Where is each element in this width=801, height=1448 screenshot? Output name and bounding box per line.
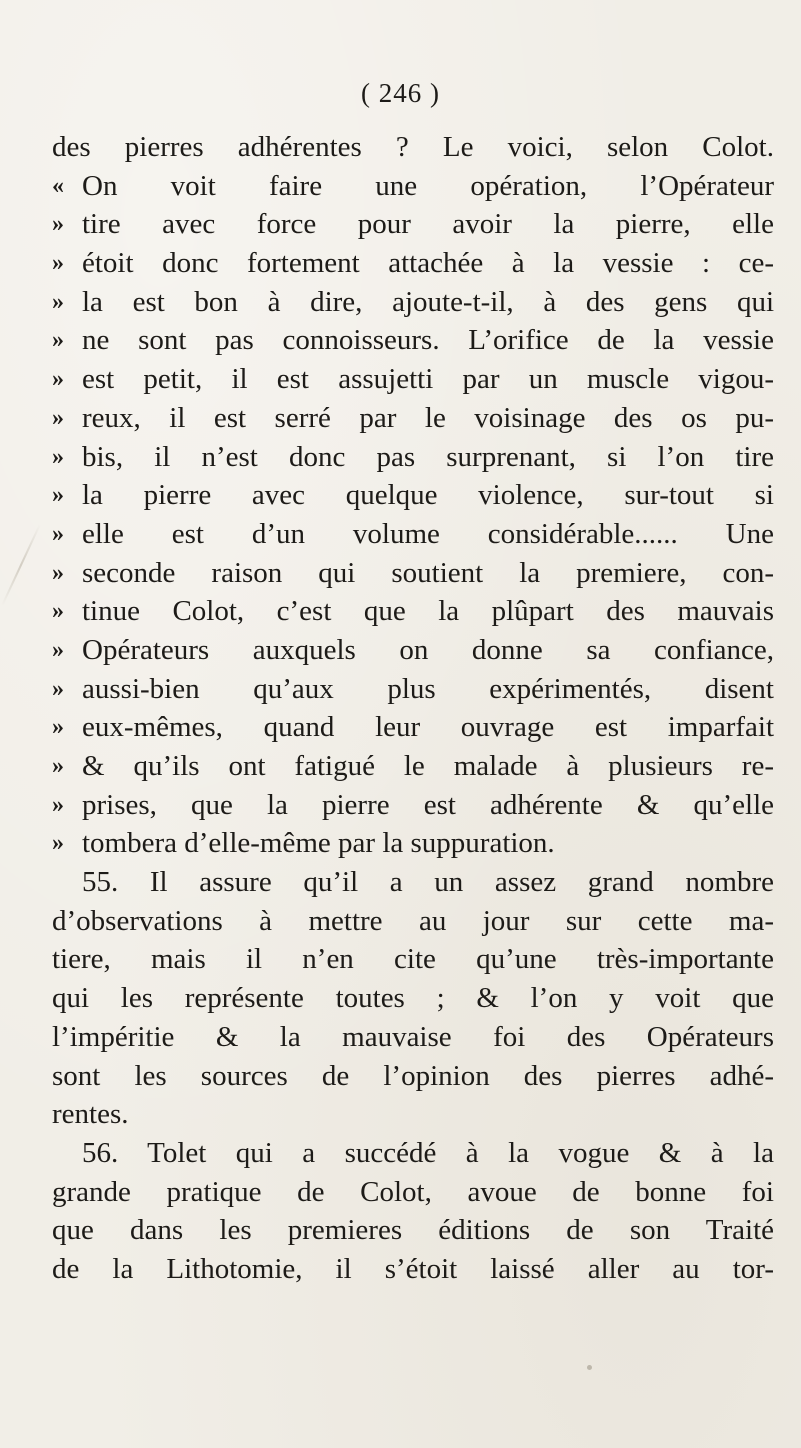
text-line: sont les sources de l’opinion des pierres adhé- bbox=[52, 1059, 774, 1092]
quote-mark: » bbox=[52, 520, 64, 547]
text-line: que dans les premieres éditions de son Traité bbox=[52, 1214, 774, 1247]
quote-mark: » bbox=[52, 636, 64, 663]
quote-mark: « bbox=[52, 172, 64, 199]
quote-mark: » bbox=[52, 830, 64, 857]
quote-mark: » bbox=[52, 404, 64, 431]
quoted-line: » eux-mêmes, quand leur ouvrage est imparfait bbox=[52, 708, 776, 747]
paragraph-start-line: 55. Il assure qu’il a un assez grand nombre bbox=[82, 866, 774, 899]
quote-mark: » bbox=[52, 250, 64, 277]
quote-mark: » bbox=[52, 714, 64, 741]
quoted-line: » Opérateurs auxquels on donne sa confiance, bbox=[52, 631, 776, 670]
quoted-line: » bis, il n’est donc pas surprenant, si l’on tire bbox=[52, 438, 776, 477]
quoted-line: » elle est d’un volume considérable...... Une bbox=[52, 515, 776, 554]
paragraph-start-line: 56. Tolet qui a succédé à la vogue & à la bbox=[82, 1136, 774, 1169]
page-number: ( 246 ) bbox=[361, 78, 440, 108]
quoted-line: » tombera d’elle-même par la suppuration. bbox=[52, 824, 776, 863]
text-line: des pierres adhérentes ? Le voici, selon Colot. bbox=[52, 131, 774, 163]
text-line: grande pratique de Colot, avoue de bonne foi bbox=[52, 1175, 774, 1208]
body-text bbox=[52, 128, 776, 1289]
quote-mark: » bbox=[52, 559, 64, 586]
quote-mark: » bbox=[52, 482, 64, 509]
quoted-line: « On voit faire une opération, l’Opérateur bbox=[52, 167, 776, 206]
quoted-line: » tinue Colot, c’est que la plûpart des mauvais bbox=[52, 592, 776, 631]
text-line: d’observations à mettre au jour sur cette ma- bbox=[52, 904, 774, 937]
quote-mark: » bbox=[52, 211, 64, 238]
ink-speck bbox=[587, 1365, 592, 1370]
quoted-line: » aussi-bien qu’aux plus expérimentés, disent bbox=[52, 670, 776, 709]
quote-mark: » bbox=[52, 675, 64, 702]
quoted-line: » seconde raison qui soutient la premiere, con- bbox=[52, 554, 776, 593]
text-line: l’impéritie & la mauvaise foi des Opérateurs bbox=[52, 1020, 774, 1053]
quote-mark: » bbox=[52, 288, 64, 315]
quoted-line: » & qu’ils ont fatigué le malade à plusieurs re- bbox=[52, 747, 776, 786]
quoted-line: » étoit donc fortement attachée à la vessie : ce- bbox=[52, 244, 776, 283]
text-line: qui les représente toutes ; & l’on y voit que bbox=[52, 982, 774, 1015]
quote-mark: » bbox=[52, 791, 64, 818]
paper-smudge bbox=[1, 524, 41, 606]
quote-mark: » bbox=[52, 366, 64, 393]
quoted-line: » tire avec force pour avoir la pierre, elle bbox=[52, 205, 776, 244]
quoted-line: » est petit, il est assujetti par un muscle vigou- bbox=[52, 360, 776, 399]
quote-mark: » bbox=[52, 327, 64, 354]
text-line: rentes. bbox=[52, 1098, 129, 1131]
text-line: de la Lithotomie, il s’étoit laissé aller au tor- bbox=[52, 1252, 774, 1285]
quoted-line: » la pierre avec quelque violence, sur-tout si bbox=[52, 476, 776, 515]
quote-mark: » bbox=[52, 443, 64, 470]
quoted-line: » la est bon à dire, ajoute-t-il, à des gens qui bbox=[52, 283, 776, 322]
quote-mark: » bbox=[52, 753, 64, 779]
quoted-line: » reux, il est serré par le voisinage des os pu- bbox=[52, 399, 776, 438]
text-line: tiere, mais il n’en cite qu’une très-importante bbox=[52, 943, 774, 976]
quoted-line: » ne sont pas connoisseurs. L’orifice de la vessie bbox=[52, 321, 776, 360]
quote-mark: » bbox=[52, 598, 64, 625]
quoted-line: » prises, que la pierre est adhérente & qu’elle bbox=[52, 786, 776, 825]
